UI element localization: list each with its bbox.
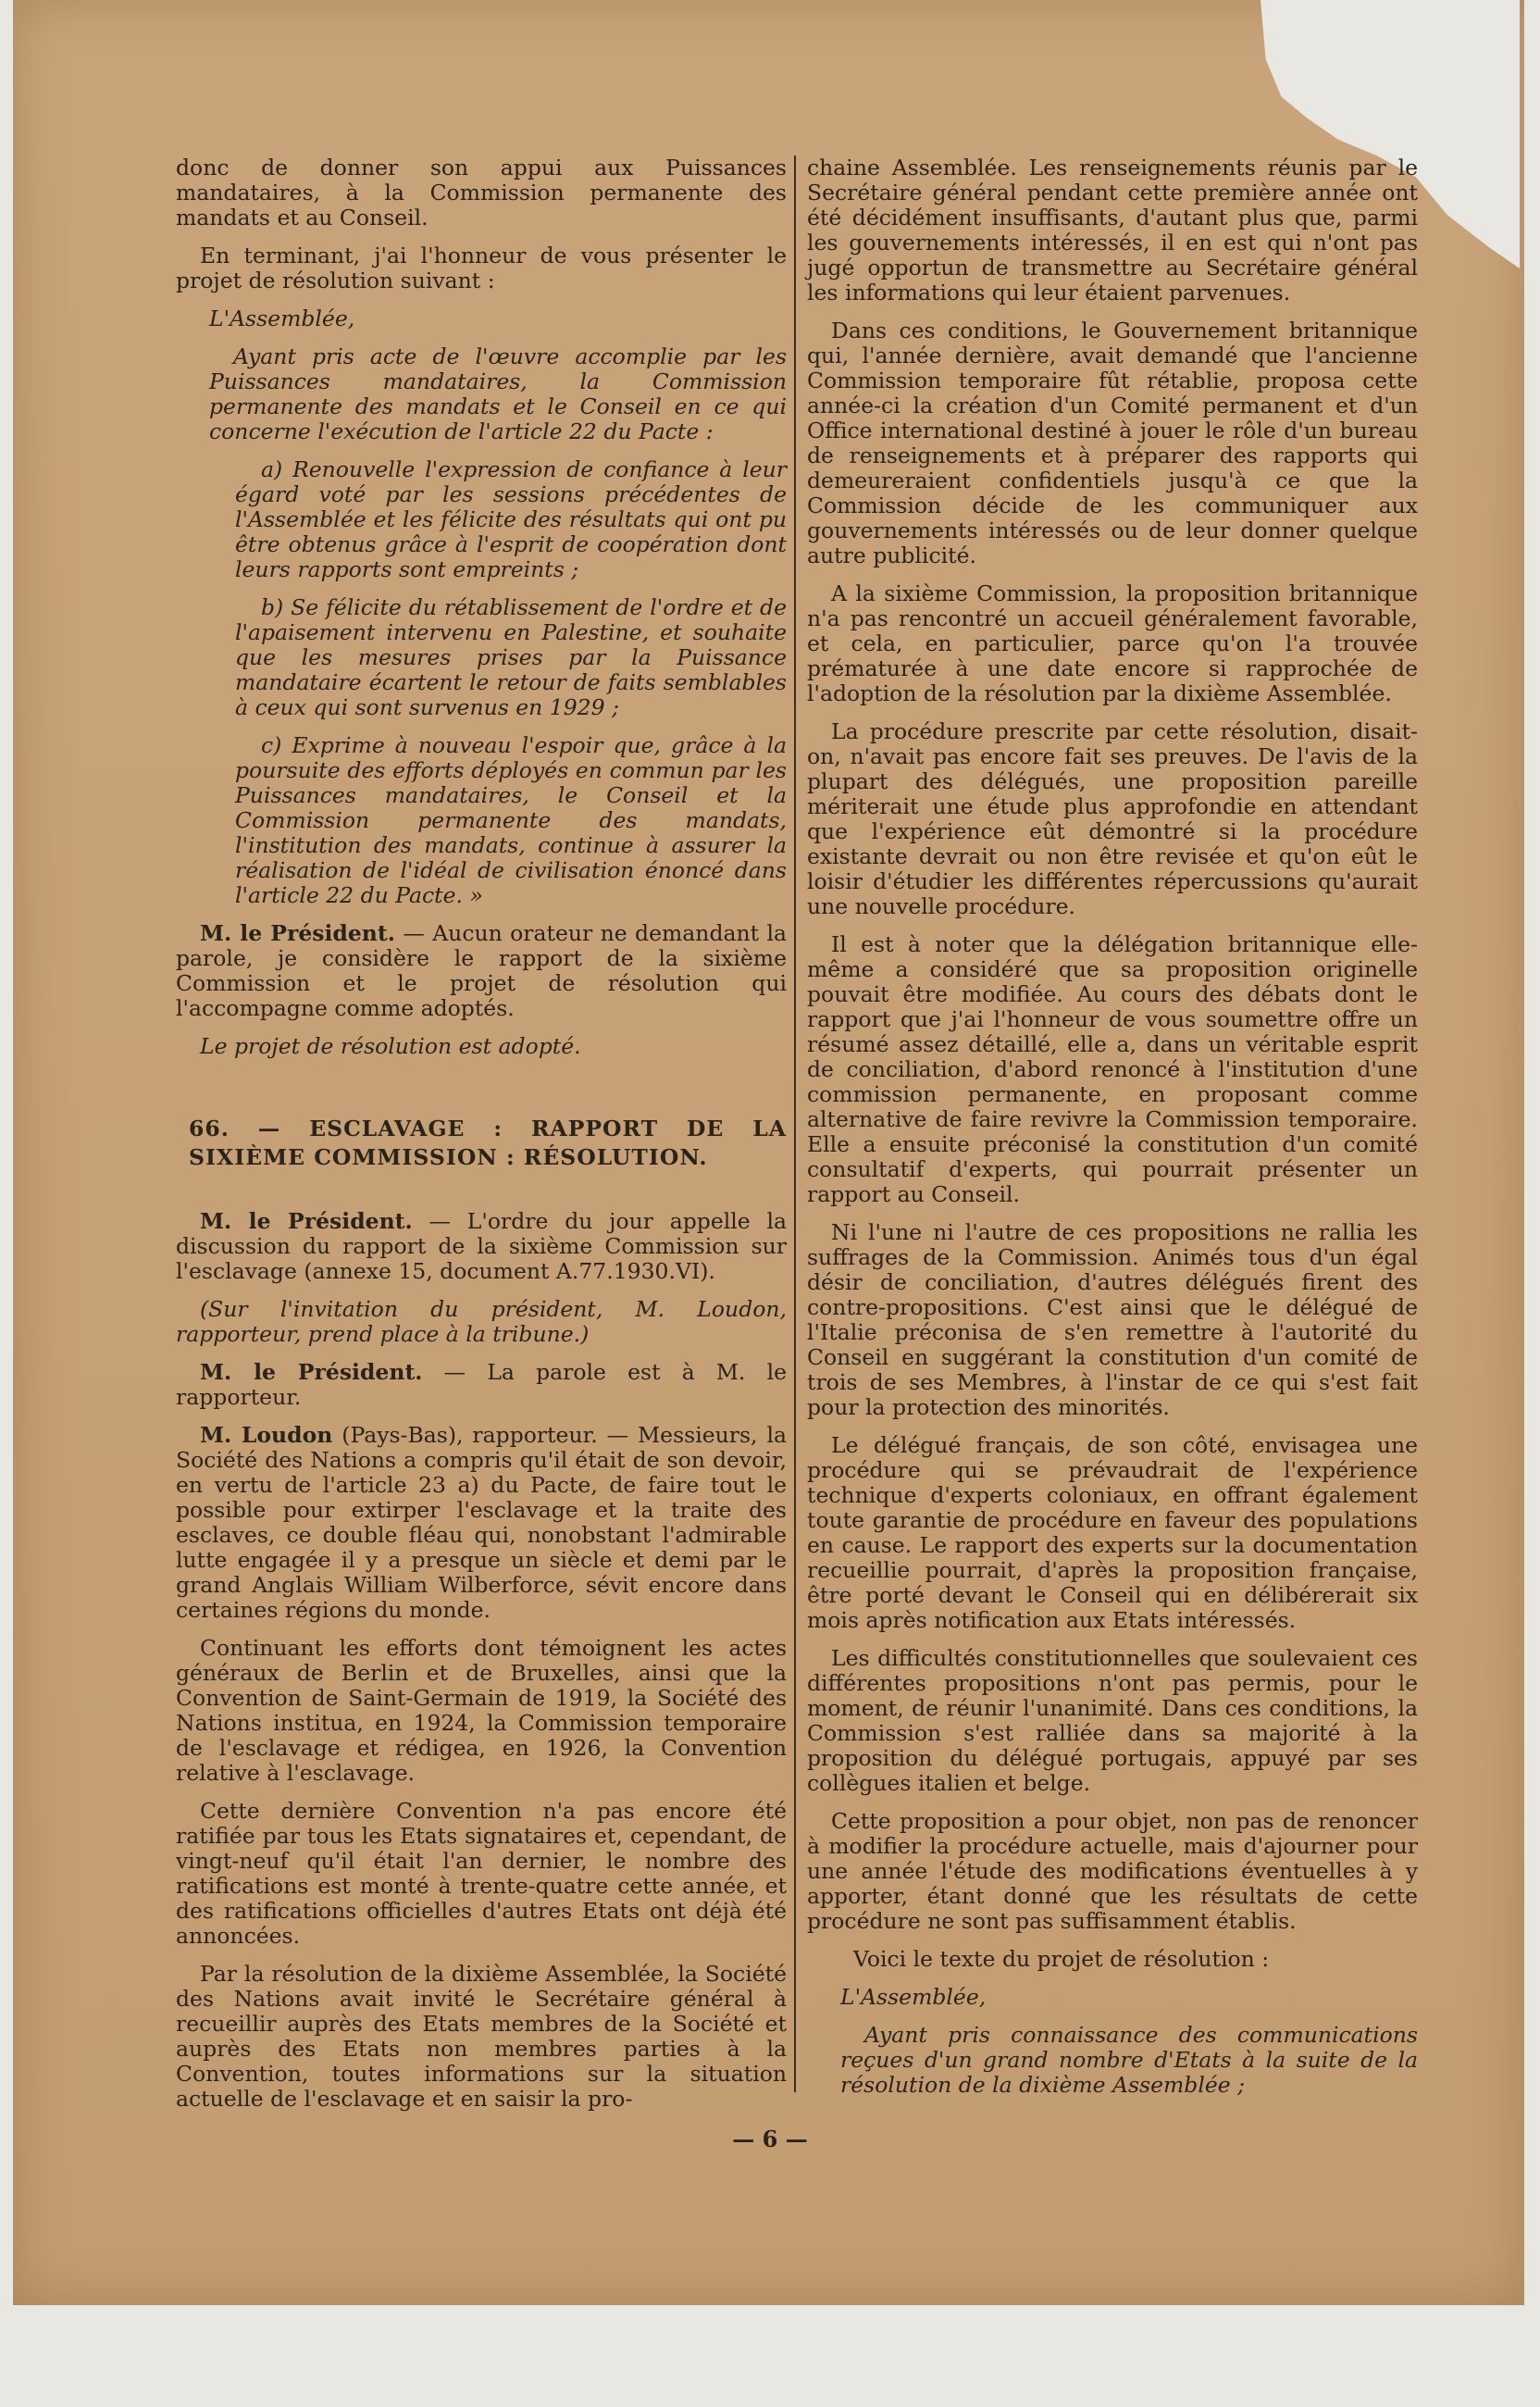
paragraph: Il est à noter que la délégation britannique elle-même a considéré que sa proposition originelle pouvait être modifiée. Au cours des débats dont le rapport que j'ai l'honneur de vous soumettre offre un résumé assez détaillé, elle a, dans un véritable esprit de conciliation, d'abord renoncé à l'institution d'une commission permanente, en proposant comme alternative de faire revivre la Commission temporaire. Elle a ensuite préconisé la constitution d'un comité consultatif d'experts, qui pourrait présenter un rapport au Conseil. [807, 931, 1418, 1207]
resolution-item-a: a) Renouvelle l'expression de confiance à leur égard voté par les sessions précédentes de l'Assemblée et les félicite des résultats qui ont pu être obtenus grâce à l'esprit de coopération dont leurs rapports sont empreints ; [235, 456, 787, 582]
paragraph: Dans ces conditions, le Gouvernement britannique qui, l'année dernière, avait demandé que l'ancienne Commission temporaire fût rétablie, proposa cette année-ci la création d'un Comité permanent et d'un Office international destiné à jouer le rôle d'un bureau de renseignements et à préparer des rapports qui demeureraient confidentiels jusqu'à ce que la Commission décide de les communiquer aux gouvernements intéressés ou de leur donner quelque autre publicité. [807, 318, 1418, 568]
speaker-name: M. le Président. [200, 1208, 413, 1234]
resolution-item-c: c) Exprime à nouveau l'espoir que, grâce à la poursuite des efforts déployés en commun par les Puissances mandataires, le Conseil et la Commission permanente des mandats, l'institution des mandats, continue à assurer la réalisation de l'idéal de civilisation énoncé dans l'article 22 du Pacte. » [235, 732, 787, 908]
resolution-preamble: L'Assemblée, [209, 306, 355, 331]
speech-president [176, 1209, 787, 1284]
speech-text: — Aucun orateur ne demandant la parole, je considère le rapport de la sixième Commission et le projet de résolution qui l'accompagne comme adoptés. [176, 920, 787, 1021]
paragraph: En terminant, j'ai l'honneur de vous présenter le projet de résolution suivant : [176, 243, 787, 293]
resolution-item-b: b) Se félicite du rétablissement de l'ordre et de l'apaisement intervenu en Palestine, et souhaite que les mesures prises par la Puissance mandataire écartent le retour de faits semblables à ceux qui sont survenus en 1929 ; [235, 594, 787, 720]
column-rule [794, 156, 796, 2092]
speech-president [176, 921, 787, 1021]
speech-text: (Pays-Bas), rapporteur. — Messieurs, la Société des Nations a compris qu'il était de son devoir, en vertu de l'article 23 a) du Pacte, de faire tout le possible pour extirper l'esclavage et la traite des esclaves, ce double fléau qui, nonobstant l'admirable lutte engagée il y a presque un siècle et demi par le grand Anglais William Wilberforce, sévit encore dans certaines régions du monde. [176, 1422, 787, 1623]
paragraph: donc de donner son appui aux Puissances mandataires, à la Commission permanente des mandats et au Conseil. [176, 155, 787, 231]
resolution-text: Ayant pris connaissance des communications reçues d'un grand nombre d'Etats à la suite de la résolution de la dixième Assemblée ; [840, 2022, 1418, 2098]
speech-loudon [176, 1423, 787, 1623]
speech-text: — La parole est à M. le rapporteur. [176, 1359, 787, 1410]
paragraph: A la sixième Commission, la proposition britannique n'a pas rencontré un accueil généralement favorable, et cela, en particulier, parce qu'on l'a trouvée prématurée à une date encore si rapprochée de l'adoption de la résolution par la dixième Assemblée. [807, 580, 1418, 706]
speaker-name: M. Loudon [200, 1422, 333, 1448]
paragraph: Cette dernière Convention n'a pas encore été ratifiée par tous les Etats signataires et, cependant, de vingt-neuf qu'il était l'an dernier, le nombre des ratifications est monté à trente-quatre cette année, et des ratifications officielles d'autres Etats ont déjà été annoncées. [176, 1798, 787, 1949]
paragraph: Voici le texte du projet de résolution : [853, 1946, 1270, 1972]
paragraph: chaine Assemblée. Les renseignements réunis par le Secrétaire général pendant cette première année ont été décidément insuffisants, d'autant plus que, parmi les gouvernements intéressés, il en est qui n'ont pas jugé opportun de transmettre au Secrétaire général les informations qui leur étaient parvenues. [807, 155, 1418, 306]
section-heading: 66. — ESCLAVAGE : RAPPORT DE LA SIXIÈME COMMISSION : RÉSOLUTION. [189, 1116, 787, 1170]
stage-direction: (Sur l'invitation du président, M. Loudon, rapporteur, prend place à la tribune.) [176, 1296, 787, 1347]
paragraph: Cette proposition a pour objet, non pas de renoncer à modifier la procédure actuelle, mais d'ajourner pour une année l'étude des modifications éventuelles à y apporter, étant donné que les résultats de cette procédure ne sont pas suffisamment établis. [807, 1808, 1418, 1934]
adoption-note: Le projet de résolution est adopté. [200, 1033, 581, 1059]
right-column [807, 156, 1418, 2111]
resolution-preamble: L'Assemblée, [840, 1984, 987, 2010]
paragraph: La procédure prescrite par cette résolution, disait-on, n'avait pas encore fait ses preuves. De l'avis de la plupart des délégués, une proposition pareille mériterait une étude plus approfondie en attendant que l'expérience eût démontré si la procédure existante devrait ou non être revisée et qu'on eût le loisir d'étudier les différentes répercussions qu'aurait une nouvelle procédure. [807, 718, 1418, 919]
paragraph: Ni l'une ni l'autre de ces propositions ne rallia les suffrages de la Commission. Animés tous d'un égal désir de conciliation, d'autres délégués firent des contre-propositions. C'est ainsi que le délégué de l'Italie préconisa de s'en remettre à l'autorité du Conseil en suggérant la constitution d'un comité de trois de ses Membres, à l'instar de ce qui s'est fait pour la protection des minorités. [807, 1219, 1418, 1420]
speaker-name: M. le Président. [200, 1359, 423, 1385]
speech-president [176, 1360, 787, 1410]
paragraph: Le délégué français, de son côté, envisagea une procédure qui se prévaudrait de l'expérience technique d'experts coloniaux, en offrant également toute garantie de procédure en faveur des populations en cause. Le rapport des experts sur la documentation recueillie pourrait, d'après la proposition française, être porté devant le Conseil qui en délibérerait six mois après notification aux Etats intéressés. [807, 1432, 1418, 1633]
paragraph: Par la résolution de la dixième Assemblée, la Société des Nations avait invité le Secrétaire général à recueillir auprès des Etats membres de la Société et auprès des Etats non membres parties à la Convention, toutes informations sur la situation actuelle de l'esclavage et en saisir la pro- [176, 1961, 787, 2112]
resolution-text: Ayant pris acte de l'œuvre accomplie par les Puissances mandataires, la Commission permanente des mandats et le Conseil en ce qui concerne l'exécution de l'article 22 du Pacte : [209, 343, 787, 444]
left-column [176, 156, 787, 2125]
page-number: — 6 — [732, 2126, 808, 2152]
speech-text: — L'ordre du jour appelle la discussion du rapport de la sixième Commission sur l'esclavage (annexe 15, document A.77.1930.VI). [176, 1208, 787, 1284]
speaker-name: M. le Président. [200, 920, 395, 946]
paragraph: Les difficultés constitutionnelles que soulevaient ces différentes propositions n'ont pas permis, pour le moment, de réunir l'unanimité. Dans ces conditions, la Commission s'est ralliée dans sa majorité à la proposition du délégué portugais, appuyé par ses collègues italien et belge. [807, 1645, 1418, 1796]
paragraph: Continuant les efforts dont témoignent les actes généraux de Berlin et de Bruxelles, ainsi que la Convention de Saint-Germain de 1919, la Société des Nations institua, en 1924, la Commission temporaire de l'esclavage et rédigea, en 1926, la Convention relative à l'esclavage. [176, 1635, 787, 1786]
